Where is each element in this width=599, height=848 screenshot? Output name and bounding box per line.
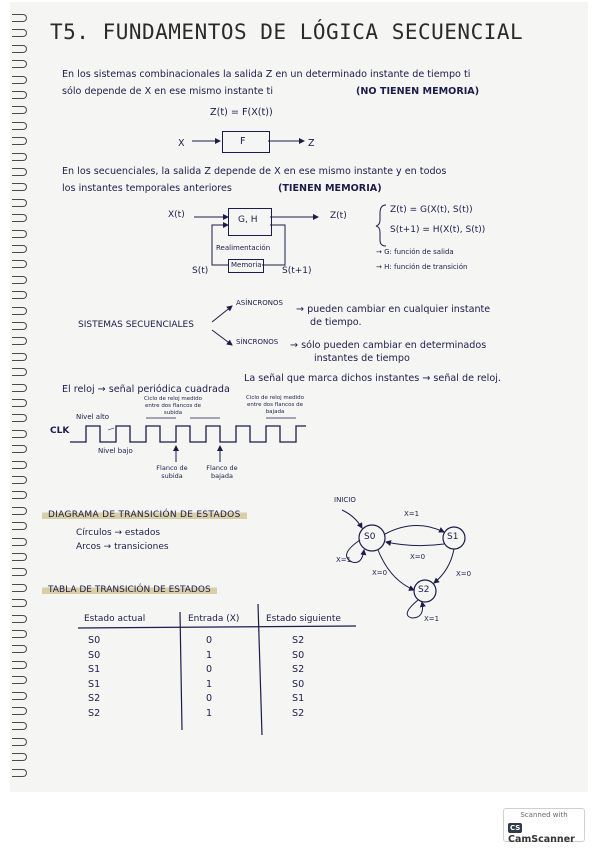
state-current: S(t) — [192, 266, 209, 276]
async-desc-2: de tiempo. — [310, 317, 362, 328]
state-next: S(t+1) — [282, 266, 312, 276]
arc-s1-s2-label: X=0 — [456, 570, 472, 578]
async-desc-1: → pueden cambiar en cualquier instante — [296, 304, 491, 315]
async-label: ASÍNCRONOS — [236, 299, 283, 307]
seq-input-x: X(t) — [168, 210, 185, 220]
cycle-rise-label: Ciclo de reloj medido entre dos flancos de subida — [144, 396, 202, 416]
f-block-label: F — [240, 136, 246, 147]
col-next-state: Estado siguiente — [266, 614, 341, 624]
arc-s0-s2-label: X=0 — [372, 569, 388, 577]
high-level-label: Nivel alto — [76, 413, 110, 421]
table-cell: S1 — [292, 693, 305, 704]
circles-legend: Círculos → estados — [76, 528, 161, 538]
sync-label: SÍNCRONOS — [236, 338, 279, 346]
gh-block-label: G, H — [238, 215, 258, 225]
table-cell: 1 — [206, 649, 213, 661]
page-title: T5. FUNDAMENTOS DE LÓGICA SECUENCIAL — [50, 20, 524, 44]
table-cell: 0 — [206, 635, 213, 646]
rise-edge-label: Flanco de subida — [156, 464, 188, 480]
transition-equation: S(t+1) = H(X(t), S(t)) — [390, 225, 486, 235]
clock-heading: El reloj → señal periódica cuadrada — [62, 384, 230, 395]
camscanner-brand: CamScanner — [508, 834, 575, 845]
table-cell: S2 — [88, 693, 101, 704]
state-s0: S0 — [364, 532, 376, 542]
no-memory-tag: (NO TIENEN MEMORIA) — [356, 86, 480, 97]
h-note: → H: función de transición — [376, 263, 468, 271]
cs-badge: CS — [510, 824, 521, 832]
low-level-label: Nivel bajo — [98, 447, 133, 455]
col-current-state: Estado actual — [84, 614, 146, 624]
memory-label: Memoria — [231, 261, 262, 269]
f-block-input: X — [178, 138, 185, 149]
arc-s0-s1-label: X=1 — [404, 510, 420, 518]
scanned-with-label: Scanned with — [520, 811, 568, 819]
memory-tag: (TIENEN MEMORIA) — [278, 183, 382, 194]
fall-edge-label: Flanco de bajada — [206, 464, 238, 480]
camscanner-logo — [508, 823, 584, 845]
arc-s0-self-label: X=1 — [336, 556, 352, 564]
para1-line1: En los sistemas combinacionales la salida Z en un determinado instante de tiempo ti — [62, 69, 471, 80]
table-cell: S2 — [292, 664, 305, 675]
start-label: INICIO — [334, 496, 356, 504]
sequential-systems-label: SISTEMAS SECUENCIALES — [78, 320, 194, 330]
table-cell: S0 — [292, 649, 305, 661]
para2-line2: los instantes temporales anteriores — [62, 183, 232, 194]
output-equation: Z(t) = G(X(t), S(t)) — [390, 205, 473, 215]
f-block-output: Z — [308, 138, 315, 149]
state-s2: S2 — [418, 585, 430, 595]
arcs-legend: Arcos → transiciones — [76, 542, 169, 552]
state-table-heading: TABLA DE TRANSICIÓN DE ESTADOS — [42, 584, 217, 596]
combinational-formula: Z(t) = F(X(t)) — [210, 107, 273, 118]
scanner-watermark — [503, 808, 585, 845]
table-cell: S1 — [88, 664, 101, 675]
table-cell: S0 — [88, 635, 101, 646]
sync-desc-1: → sólo pueden cambiar en determinados — [290, 340, 487, 351]
table-cell: 0 — [206, 693, 213, 704]
clk-label: CLK — [50, 426, 70, 436]
para2-line1: En los secuenciales, la salida Z depende de X en ese mismo instante y en todos — [62, 166, 447, 177]
table-cell: 1 — [206, 678, 213, 690]
g-note: → G: función de salida — [376, 248, 454, 256]
table-cell: S2 — [292, 635, 305, 646]
table-cell: S0 — [88, 649, 101, 661]
table-cell: 0 — [206, 664, 213, 675]
table-cell: S2 — [292, 707, 305, 719]
para1-line2: sólo depende de X en ese mismo instante ti — [62, 86, 273, 97]
state-diagram-heading: DIAGRAMA DE TRANSICIÓN DE ESTADOS — [42, 509, 247, 521]
seq-output-z: Z(t) — [330, 211, 347, 221]
sync-desc-2: instantes de tiempo — [314, 353, 410, 364]
table-cell: S0 — [292, 678, 305, 690]
table-cell: S1 — [88, 678, 101, 690]
col-input: Entrada (X) — [188, 614, 240, 624]
feedback-label: Realimentación — [216, 244, 271, 252]
table-cell: S2 — [88, 707, 101, 719]
cycle-fall-label: Ciclo de reloj medido entre dos flancos de bajada — [246, 395, 304, 415]
arc-s2-self-label: X=1 — [424, 615, 440, 623]
state-s1: S1 — [447, 532, 459, 542]
table-cell: 1 — [206, 707, 213, 719]
sync-desc-3: La señal que marca dichos instantes → señal de reloj. — [244, 373, 501, 384]
arc-s1-s0-label: X=0 — [410, 553, 426, 561]
